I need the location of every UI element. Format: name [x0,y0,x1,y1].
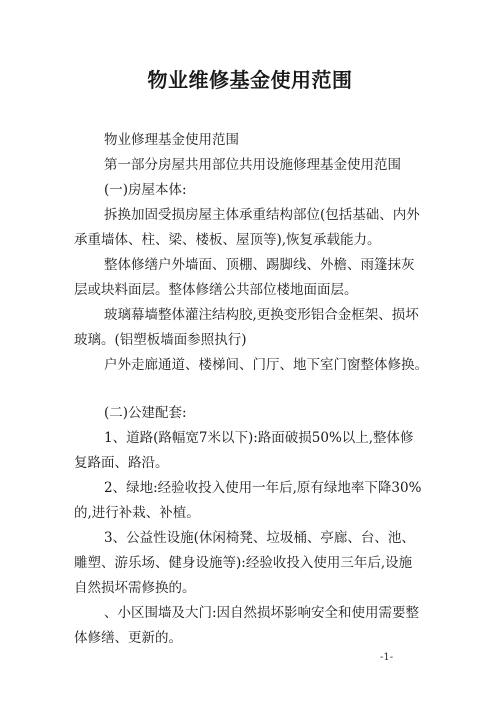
body-line: 体修缮、更新的。 [74,630,182,646]
body-line: 2、绿地:经验收投入使用一年后,原有绿地率下降30% [104,480,422,496]
body-line: 1、道路(路幅宽7米以下):路面破损50%以上,整体修 [104,430,414,446]
body-line: (一)房屋本体: [104,182,187,198]
body-line: (二)公建配套: [104,405,187,421]
body-line: 第一部分房屋共用部位共用设施修理基金使用范围 [104,157,401,173]
body-line: 玻璃。(铝塑板墙面参照执行) [74,332,247,348]
body-line: 物业修理基金使用范围 [104,132,239,148]
body-line: 的,进行补栽、补植。 [74,505,200,521]
body-line: 复路面、路沿。 [74,455,169,471]
body-line: 自然损坏需修换的。 [74,580,196,596]
body-line: 户外走廊通道、楼梯间、门厅、地下室门窗整体修换。 [104,357,428,373]
page-number: -1- [380,652,394,663]
body-line: 整体修缮户外墙面、顶棚、踢脚线、外檐、雨篷抹灰 [104,257,415,273]
body-line: 3、公益性设施(休闲椅凳、垃圾桶、亭廊、台、池、 [104,530,415,546]
body-line: 拆换加固受损房屋主体承重结构部位(包括基础、内外 [104,207,420,223]
body-line: 层或块料面层。整体修缮公共部位楼地面面层。 [74,282,358,298]
body-line: 、小区围墙及大门:因自然损坏影响安全和使用需要整 [104,605,420,621]
body-line: 承重墙体、柱、梁、楼板、屋顶等),恢复承载能力。 [74,232,381,248]
document-title: 物业维修基金使用范围 [147,68,353,92]
body-line: 玻璃幕墙整体灌注结构胶,更换变形铝合金框架、损坏 [104,307,419,323]
body-line: 雕塑、游乐场、健身设施等):经验收投入使用三年后,设施 [74,555,413,571]
